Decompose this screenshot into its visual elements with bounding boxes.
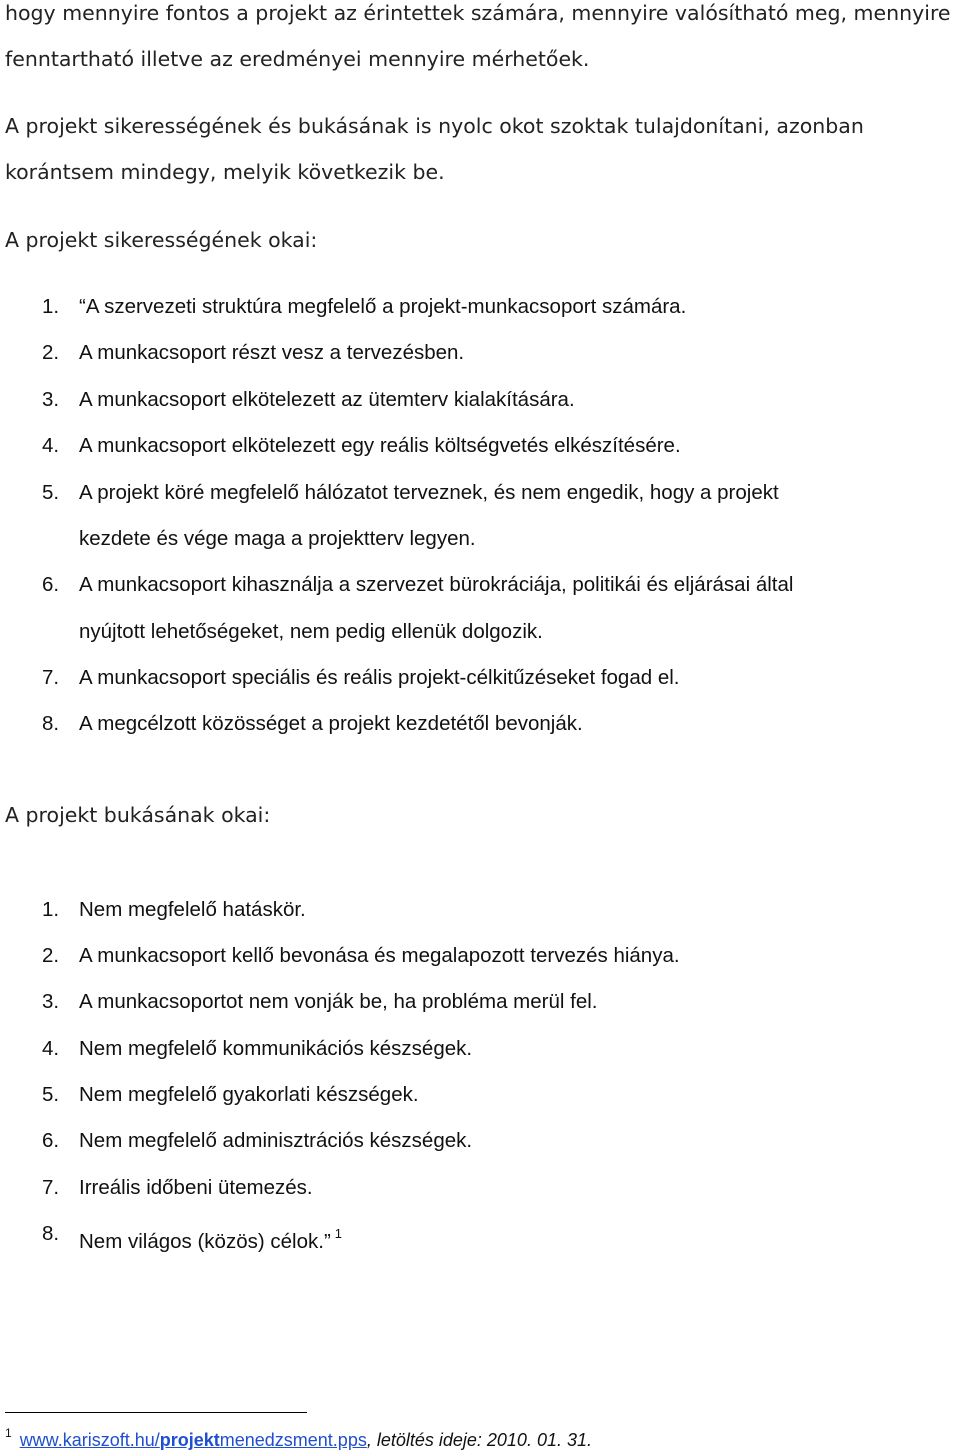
footnote-link-part-3: menedzsment.pps bbox=[219, 1430, 367, 1450]
list-text: A munkacsoport kellő bevonása és megalapozott tervezés hiánya. bbox=[79, 944, 680, 967]
list-text: A munkacsoport speciális és reális projekt-célkitűzéseket fogad el. bbox=[79, 666, 680, 689]
footnote-suffix: , letöltés ideje: 2010. 01. 31. bbox=[366, 1430, 592, 1450]
intro-line-1: hogy mennyire fontos a projekt az érintettek számára, mennyire valósítható meg, mennyire bbox=[5, 1, 951, 25]
list-text: A munkacsoportot nem vonják be, ha probléma merül fel. bbox=[79, 990, 598, 1013]
footnote-reference[interactable]: 1 bbox=[334, 1226, 342, 1241]
list-text: Nem megfelelő gyakorlati készségek. bbox=[79, 1083, 419, 1106]
footnote-link-part-2: projekt bbox=[159, 1430, 220, 1450]
list-number: 2. bbox=[42, 944, 60, 967]
footnote-link-part-1: www.kariszoft.hu/ bbox=[19, 1430, 160, 1450]
list-number: 8. bbox=[42, 1222, 60, 1245]
footnote-link[interactable] bbox=[20, 1430, 367, 1450]
list-text: A projekt köré megfelelő hálózatot terveznek, és nem engedik, hogy a projekt bbox=[79, 481, 779, 504]
footnote-mark: 1 bbox=[5, 1426, 12, 1440]
list-text: Nem megfelelő hatáskör. bbox=[79, 898, 306, 921]
list-text: Irreális időbeni ütemezés. bbox=[79, 1176, 313, 1199]
list-text: A munkacsoport elkötelezett az ütemterv kialakítására. bbox=[79, 388, 575, 411]
list-number: 4. bbox=[42, 1037, 60, 1060]
list-number: 3. bbox=[42, 388, 60, 411]
paragraph-2-line-1: A projekt sikerességének és bukásának is nyolc okot szoktak tulajdonítani, azonban bbox=[5, 114, 864, 138]
success-heading: A projekt sikerességének okai: bbox=[5, 228, 318, 252]
list-number: 1. bbox=[42, 898, 60, 921]
list-text: A munkacsoport elkötelezett egy reális költségvetés elkészítésére. bbox=[79, 434, 681, 457]
list-number: 2. bbox=[42, 341, 60, 364]
failure-heading: A projekt bukásának okai: bbox=[5, 803, 271, 827]
list-text: Nem megfelelő adminisztrációs készségek. bbox=[79, 1129, 473, 1152]
intro-line-2: fenntartható illetve az eredményei mennyire mérhetőek. bbox=[5, 47, 590, 71]
list-text: A megcélzott közösséget a projekt kezdetétől bevonják. bbox=[79, 712, 583, 735]
list-text: A munkacsoport kihasználja a szervezet bürokráciája, politikái és eljárásai által bbox=[79, 573, 794, 596]
list-text: “A szervezeti struktúra megfelelő a projekt-munkacsoport számára. bbox=[79, 295, 687, 318]
list-text: Nem megfelelő kommunikációs készségek. bbox=[79, 1037, 473, 1060]
list-number: 8. bbox=[42, 712, 60, 735]
footnote-divider bbox=[5, 1412, 307, 1413]
list-text bbox=[79, 1211, 939, 1265]
list-text: A munkacsoport részt vesz a tervezésben. bbox=[79, 341, 465, 364]
list-number: 3. bbox=[42, 990, 60, 1013]
list-number: 4. bbox=[42, 434, 60, 457]
list-number: 6. bbox=[42, 1129, 60, 1152]
list-text-content: Nem világos (közös) célok.” bbox=[79, 1230, 331, 1253]
list-number: 5. bbox=[42, 481, 60, 504]
list-number: 1. bbox=[42, 295, 60, 318]
list-number: 7. bbox=[42, 1176, 60, 1199]
paragraph-2-line-2: korántsem mindegy, melyik következik be. bbox=[5, 160, 445, 184]
list-text: kezdete és vége maga a projektterv legyen. bbox=[79, 527, 476, 550]
list-text: nyújtott lehetőségeket, nem pedig ellenük dolgozik. bbox=[79, 620, 543, 643]
list-number: 5. bbox=[42, 1083, 60, 1106]
list-number: 6. bbox=[42, 573, 60, 596]
list-number: 7. bbox=[42, 666, 60, 689]
footnote bbox=[5, 1418, 905, 1455]
